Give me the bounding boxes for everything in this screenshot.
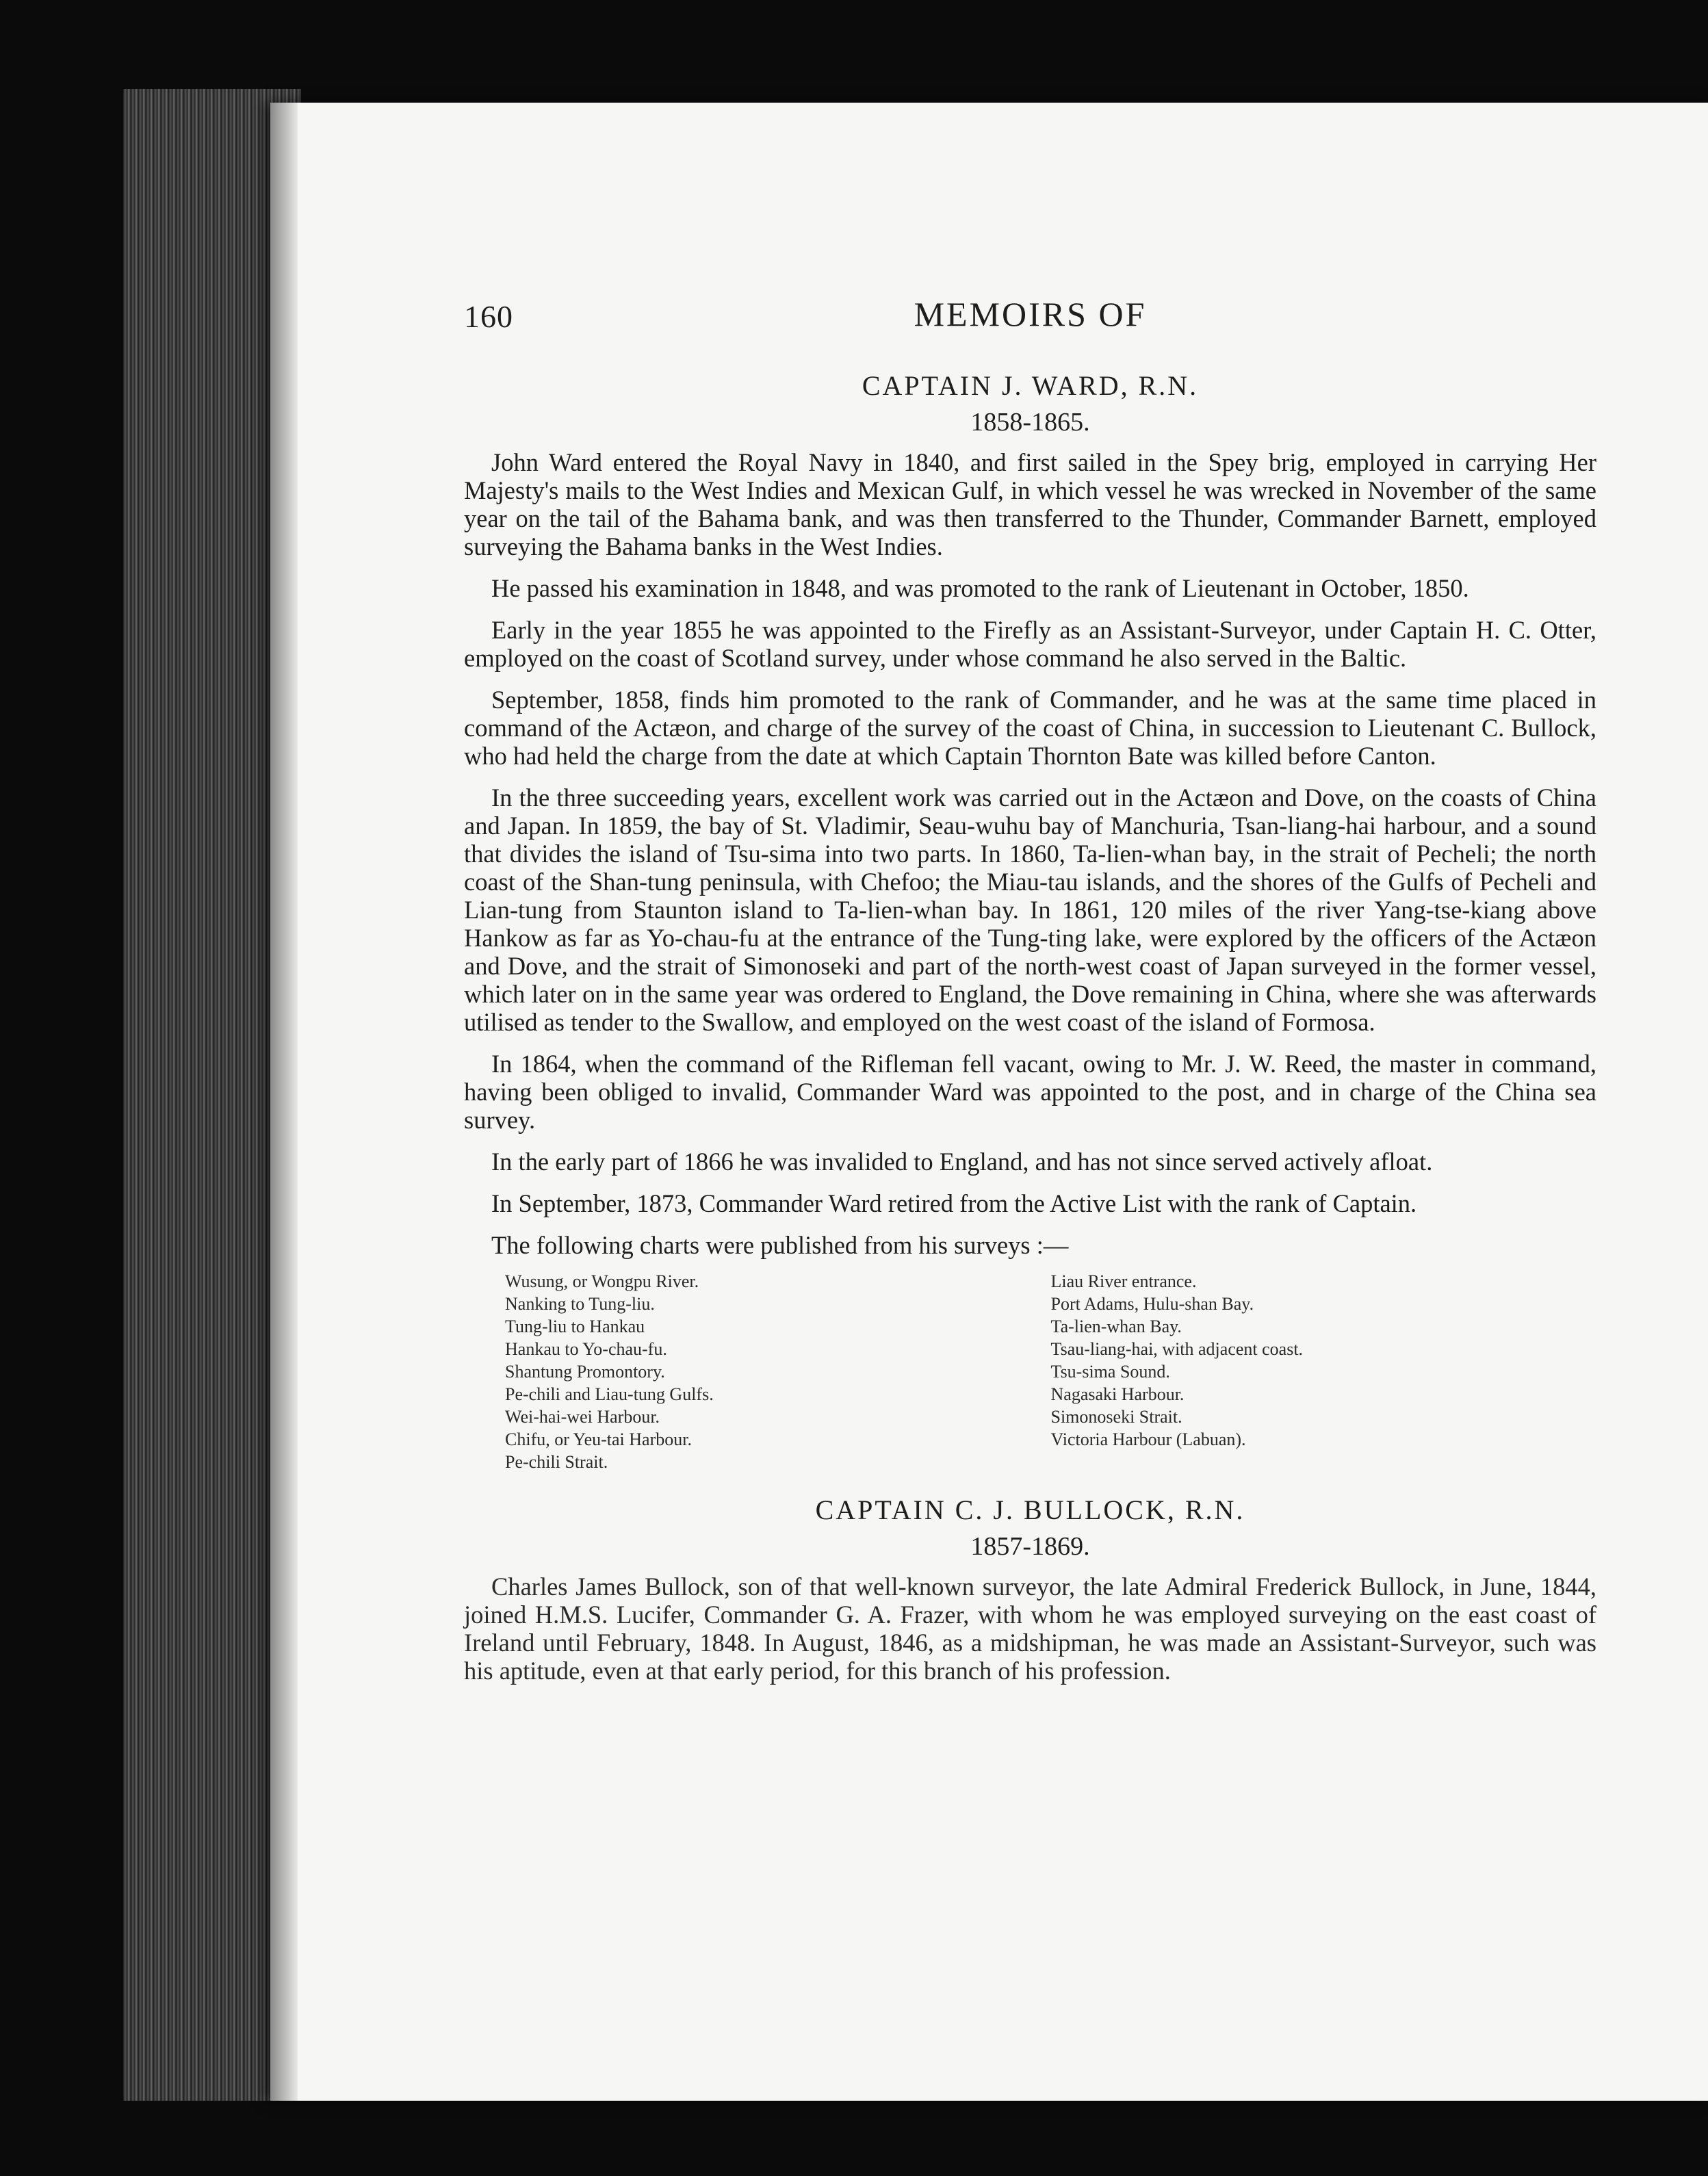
- section-ward: [464, 370, 1596, 1473]
- chart-item: Shantung Promontory.: [505, 1362, 665, 1382]
- chart-item: Port Adams, Hulu-shan Bay.: [1050, 1294, 1254, 1314]
- chart-item: Victoria Harbour (Labuan).: [1050, 1429, 1246, 1449]
- chart-item: Tung-liu to Hankau: [505, 1317, 645, 1336]
- page-gutter-shadow: [270, 103, 298, 2101]
- paragraph: John Ward entered the Royal Navy in 1840, and first sailed in the Spey brig, employed in carrying Her Majesty's mails to the West Indies and Mexican Gulf, in which vessel he was wrecked in November of the same year on the tail of the Bahama bank, and was then transferred to the Thunder, Commander Barnett, employed surveying the Bahama banks in the West Indies.: [464, 448, 1596, 560]
- chart-item: Pe-chili Strait.: [505, 1452, 608, 1472]
- paragraph: He passed his examination in 1848, and was promoted to the rank of Lieutenant in October, 1850.: [491, 574, 1469, 602]
- charts-column-left: [505, 1270, 1051, 1473]
- section-dates: 1857-1869.: [970, 1532, 1090, 1561]
- section-bullock: [464, 1494, 1596, 1685]
- chart-item: Tsau-liang-hai, with adjacent coast.: [1050, 1339, 1304, 1359]
- chart-item: Chifu, or Yeu-tai Harbour.: [505, 1429, 692, 1449]
- paragraph: Early in the year 1855 he was appointed to the Firefly as an Assistant-Surveyor, under Captain H. C. Otter, employed on the coast of Scotland survey, under whose command he also served in the Baltic.: [464, 616, 1596, 672]
- paragraph: September, 1858, finds him promoted to the rank of Commander, and he was at the same time placed in command of the Actæon, and charge of the survey of the coast of China, in succession to Lieutenant C. Bullock, who had held the charge from the date at which Captain Thornton Bate was killed before Canton.: [464, 686, 1596, 770]
- charts-list: [505, 1270, 1596, 1473]
- charts-intro: The following charts were published from his surveys :—: [491, 1231, 1069, 1259]
- page-number: 160: [464, 299, 513, 334]
- paragraph: In the three succeeding years, excellent work was carried out in the Actæon and Dove, on the coasts of China and Japan. In 1859, the bay of St. Vladimir, Seau-wuhu bay of Manchuria, Tsan-liang-hai harbour, and a sound that divides the island of Tsu-sima into two parts. In 1860, Ta-lien-whan bay, in the strait of Pecheli; the north coast of the Shan-tung peninsula, with Chefoo; the Miau-tau islands, and the shores of the Gulfs of Pecheli and Lian-tung from Staunton island to Ta-lien-whan bay. In 1861, 120 miles of the river Yang-tse-kiang above Hankow as far as Yo-chau-fu at the entrance of the Tung-ting lake, were explored by the officers of the Actæon and Dove, and the strait of Simonoseki and part of the north-west coast of Japan surveyed in the former vessel, which later on in the same year was ordered to England, the Dove remaining in China, where she was afterwards utilised as tender to the Swallow, and employed on the west coast of the island of Formosa.: [464, 783, 1596, 1036]
- chart-item: Pe-chili and Liau-tung Gulfs.: [505, 1384, 714, 1404]
- chart-item: Wusung, or Wongpu River.: [505, 1271, 699, 1291]
- section-title: CAPTAIN J. WARD, R.N.: [862, 370, 1199, 401]
- paragraph: In the early part of 1866 he was invalided to England, and has not since served actively afloat.: [491, 1148, 1433, 1176]
- section-title: CAPTAIN C. J. BULLOCK, R.N.: [815, 1494, 1245, 1525]
- section-dates: 1858-1865.: [970, 408, 1090, 437]
- chart-item: Nanking to Tung-liu.: [505, 1294, 655, 1314]
- paragraph: In September, 1873, Commander Ward retired from the Active List with the rank of Captain.: [491, 1189, 1417, 1217]
- chart-item: Hankau to Yo-chau-fu.: [505, 1339, 667, 1359]
- chart-item: Tsu-sima Sound.: [1050, 1362, 1170, 1382]
- running-head: [464, 294, 1596, 349]
- chart-item: Simonoseki Strait.: [1050, 1407, 1182, 1427]
- paragraph: Charles James Bullock, son of that well-known surveyor, the late Admiral Frederick Bullock, in June, 1844, joined H.M.S. Lucifer, Commander G. A. Frazer, with whom he was employed surveying on the east coast of Ireland until February, 1848. In August, 1846, as a midshipman, he was made an Assistant-Surveyor, such was his aptitude, even at that early period, for this branch of his profession.: [464, 1572, 1596, 1685]
- paragraph: In 1864, when the command of the Rifleman fell vacant, owing to Mr. J. W. Reed, the master in command, having been obliged to invalid, Commander Ward was appointed to the post, and in charge of the China sea survey.: [464, 1050, 1596, 1134]
- charts-column-right: [1051, 1270, 1597, 1473]
- chart-item: Ta-lien-whan Bay.: [1050, 1317, 1182, 1336]
- chart-item: Wei-hai-wei Harbour.: [505, 1407, 660, 1427]
- page-text-block: [464, 294, 1596, 1698]
- chart-item: Liau River entrance.: [1050, 1271, 1197, 1291]
- chart-item: Nagasaki Harbour.: [1050, 1384, 1185, 1404]
- running-title: MEMOIRS OF: [914, 295, 1147, 333]
